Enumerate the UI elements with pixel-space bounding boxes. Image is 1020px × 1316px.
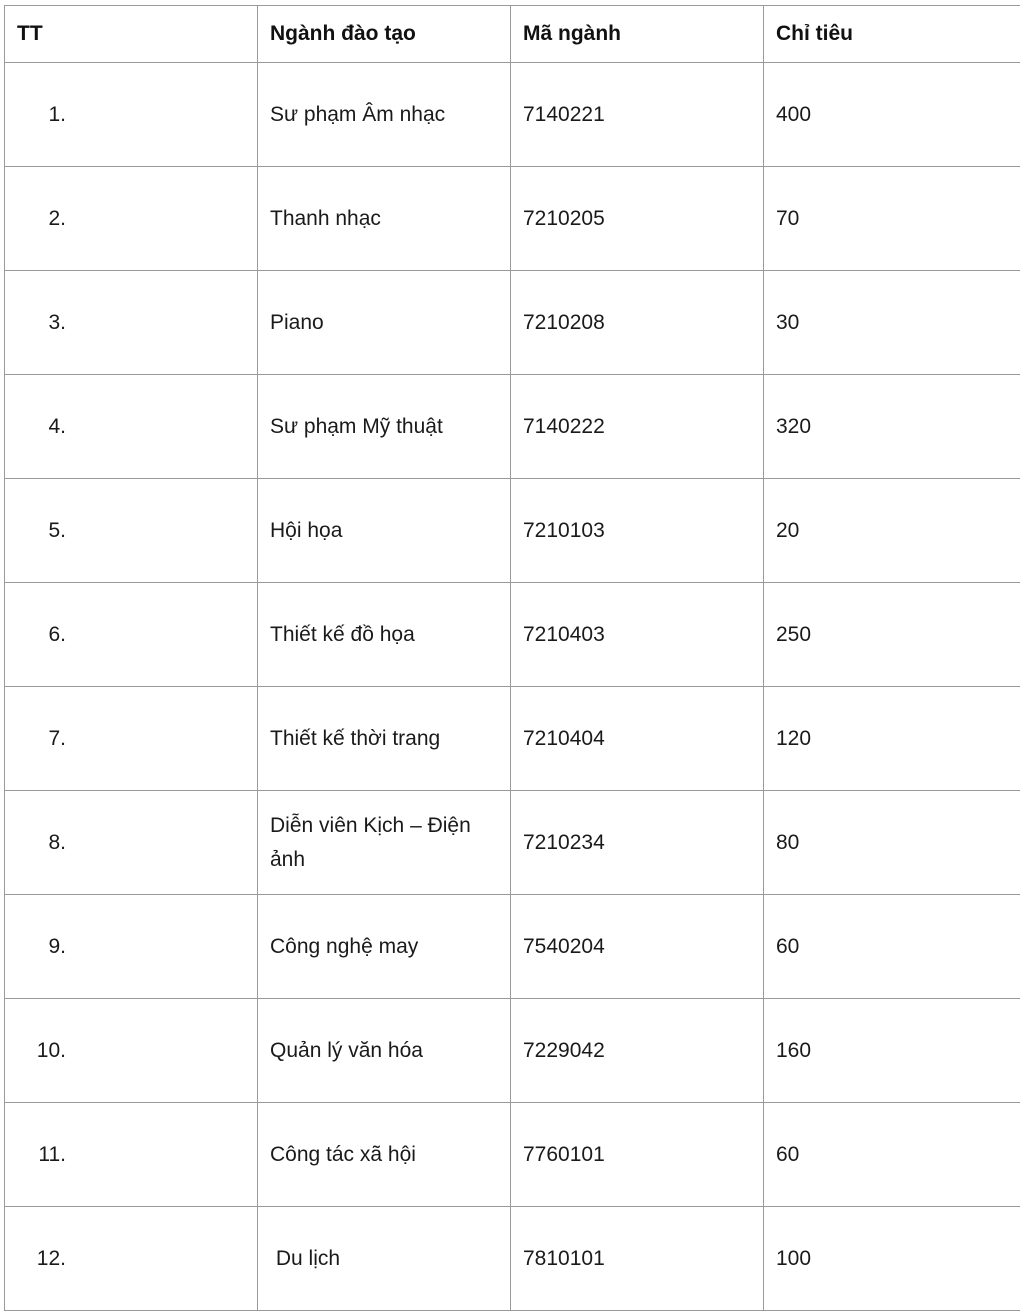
cell-tt: 1. — [5, 63, 258, 167]
table-row — [5, 687, 1020, 791]
cell-code: 7140221 — [511, 63, 764, 167]
cell-quota: 320 — [764, 375, 1020, 479]
cell-quota: 160 — [764, 999, 1020, 1103]
cell-code: 7210205 — [511, 167, 764, 271]
cell-tt: 5. — [5, 479, 258, 583]
cell-major — [258, 1103, 511, 1207]
table-row — [5, 479, 1020, 583]
cell-major — [258, 791, 511, 895]
table-row — [5, 895, 1020, 999]
cell-tt: 7. — [5, 687, 258, 791]
cell-quota: 250 — [764, 583, 1020, 687]
header-major: Ngành đào tạo — [258, 6, 511, 63]
major-text: Sư phạm Mỹ thuật — [270, 414, 443, 438]
cell-code: 7140222 — [511, 375, 764, 479]
cell-tt: 3. — [5, 271, 258, 375]
cell-tt: 9. — [5, 895, 258, 999]
cell-code: 7540204 — [511, 895, 764, 999]
cell-code: 7229042 — [511, 999, 764, 1103]
table-row — [5, 999, 1020, 1103]
cell-tt: 4. — [5, 375, 258, 479]
cell-major — [258, 63, 511, 167]
table-row — [5, 167, 1020, 271]
cell-major — [258, 895, 511, 999]
table-row — [5, 791, 1020, 895]
cell-code: 7810101 — [511, 1207, 764, 1311]
cell-major — [258, 167, 511, 271]
cell-major — [258, 479, 511, 583]
major-text: Diễn viên Kịch – Điện ảnh — [270, 813, 477, 871]
major-text: Thanh nhạc — [270, 206, 381, 230]
cell-code: 7210403 — [511, 583, 764, 687]
cell-tt: 2. — [5, 167, 258, 271]
cell-quota: 70 — [764, 167, 1020, 271]
major-text: Du lịch — [270, 1246, 341, 1270]
cell-quota: 20 — [764, 479, 1020, 583]
table-row — [5, 271, 1020, 375]
cell-major — [258, 687, 511, 791]
cell-code: 7210404 — [511, 687, 764, 791]
table-row — [5, 583, 1020, 687]
cell-tt: 10. — [5, 999, 258, 1103]
header-tt: TT — [5, 6, 258, 63]
cell-tt: 11. — [5, 1103, 258, 1207]
cell-quota: 30 — [764, 271, 1020, 375]
cell-major — [258, 583, 511, 687]
table-row — [5, 1207, 1020, 1311]
cell-code: 7760101 — [511, 1103, 764, 1207]
cell-quota: 120 — [764, 687, 1020, 791]
cell-code: 7210234 — [511, 791, 764, 895]
cell-quota: 100 — [764, 1207, 1020, 1311]
cell-tt: 12. — [5, 1207, 258, 1311]
cell-major — [258, 999, 511, 1103]
table-body — [5, 63, 1020, 1311]
majors-table — [4, 5, 1020, 1311]
major-text: Sư phạm Âm nhạc — [270, 102, 446, 126]
major-text: Công tác xã hội — [270, 1142, 416, 1166]
major-text: Thiết kế đồ họa — [270, 622, 415, 646]
cell-quota: 80 — [764, 791, 1020, 895]
cell-quota: 400 — [764, 63, 1020, 167]
major-text: Quản lý văn hóa — [270, 1038, 423, 1062]
cell-code: 7210208 — [511, 271, 764, 375]
table-row — [5, 63, 1020, 167]
major-text: Piano — [270, 310, 324, 334]
table-row — [5, 375, 1020, 479]
cell-major — [258, 375, 511, 479]
major-text: Thiết kế thời trang — [270, 726, 441, 750]
cell-major — [258, 1207, 511, 1311]
cell-code: 7210103 — [511, 479, 764, 583]
table-row — [5, 1103, 1020, 1207]
cell-quota: 60 — [764, 1103, 1020, 1207]
header-row — [5, 6, 1020, 63]
header-code: Mã ngành — [511, 6, 764, 63]
major-text: Hội họa — [270, 518, 343, 542]
cell-tt: 6. — [5, 583, 258, 687]
cell-major — [258, 271, 511, 375]
cell-quota: 60 — [764, 895, 1020, 999]
header-quota: Chỉ tiêu — [764, 6, 1020, 63]
major-text: Công nghệ may — [270, 934, 419, 958]
cell-tt: 8. — [5, 791, 258, 895]
